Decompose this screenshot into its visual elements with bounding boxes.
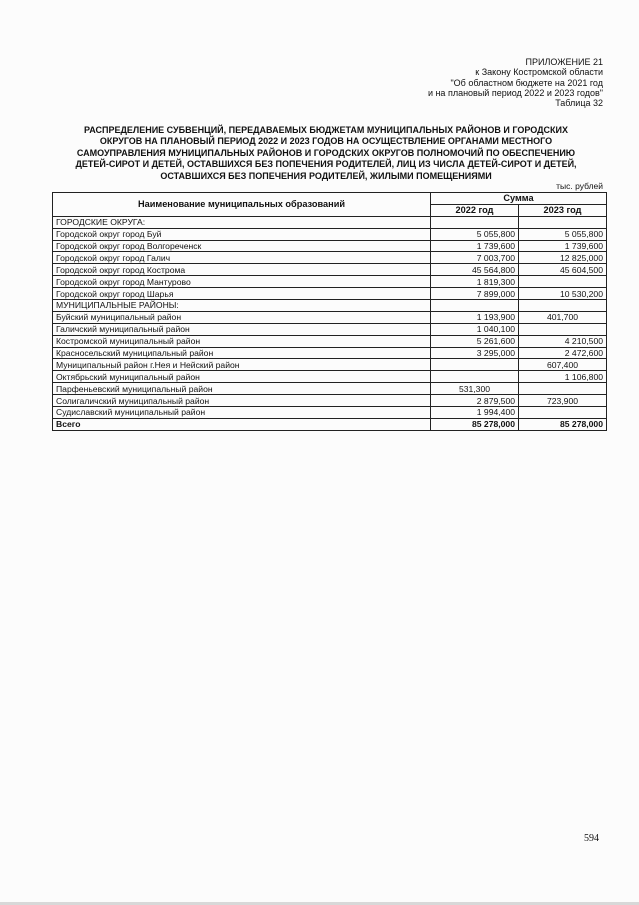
units-label: тыс. рублей	[556, 181, 603, 191]
cell-municipality: Судиславский муниципальный район	[53, 407, 431, 419]
title-line: РАСПРЕДЕЛЕНИЕ СУБВЕНЦИЙ, ПЕРЕДАВАЕМЫХ БЮДЖЕТАМ МУНИЦИПАЛЬНЫХ РАЙОНОВ И ГОРОДСКИХ	[84, 125, 568, 135]
title-line: ОКРУГОВ НА ПЛАНОВЫЙ ПЕРИОД 2022 И 2023 ГОДОВ НА ОСУЩЕСТВЛЕНИЕ ОРГАНАМИ МЕСТНОГО	[99, 136, 553, 147]
cell-2022	[431, 216, 519, 228]
cell-2023: 10 530,200	[519, 288, 607, 300]
column-header-2022: 2022 год	[431, 204, 519, 216]
table-row	[53, 335, 607, 347]
appendix-line: ПРИЛОЖЕНИЕ 21	[525, 57, 603, 67]
table-row	[53, 323, 607, 335]
cell-2023: 12 825,000	[519, 252, 607, 264]
page-number: 594	[584, 833, 599, 844]
cell-municipality: Городской округ город Галич	[53, 252, 431, 264]
table-row	[53, 395, 607, 407]
document-title	[56, 125, 596, 182]
table-row	[53, 407, 607, 419]
cell-2022: 1 193,900	[431, 311, 519, 323]
cell-2022: 5 055,800	[431, 228, 519, 240]
column-header-name: Наименование муниципальных образований	[53, 193, 431, 217]
cell-2023: 5 055,800	[519, 228, 607, 240]
table-row	[53, 383, 607, 395]
table-row	[53, 276, 607, 288]
table-row	[53, 216, 607, 228]
cell-2022: 7 899,000	[431, 288, 519, 300]
table-row	[53, 240, 607, 252]
cell-2022	[431, 300, 519, 312]
cell-2023: 1 739,600	[519, 240, 607, 252]
cell-municipality: Солигаличский муниципальный район	[53, 395, 431, 407]
title-line: САМОУПРАВЛЕНИЯ МУНИЦИПАЛЬНЫХ РАЙОНОВ И ГОРОДСКИХ ОКРУГОВ ПОЛНОМОЧИЙ ПО ОБЕСПЕЧЕНИЮ	[76, 147, 576, 158]
cell-municipality: Парфеньевский муниципальный район	[53, 383, 431, 395]
cell-municipality: Городской округ город Буй	[53, 228, 431, 240]
cell-municipality: Городской округ город Шарья	[53, 288, 431, 300]
cell-2023: 1 106,800	[519, 371, 607, 383]
cell-2023: 723,900	[519, 395, 607, 407]
cell-municipality: Городской округ город Кострома	[53, 264, 431, 276]
appendix-line: "Об областном бюджете на 2021 год	[450, 77, 603, 88]
table-body	[53, 216, 607, 430]
cell-municipality: Муниципальный район г.Нея и Нейский район	[53, 359, 431, 371]
appendix-line: к Закону Костромской области	[475, 67, 603, 78]
table-row	[53, 288, 607, 300]
cell-2023	[519, 300, 607, 312]
cell-2023: 401,700	[519, 311, 607, 323]
cell-municipality: Октябрьский муниципальный район	[53, 371, 431, 383]
table-row	[53, 347, 607, 359]
appendix-line: и на плановый период 2022 и 2023 годов"	[427, 87, 603, 98]
cell-2023: 2 472,600	[519, 347, 607, 359]
cell-2023	[519, 383, 607, 395]
cell-2022	[431, 371, 519, 383]
table-row	[53, 264, 607, 276]
cell-municipality: Костромской муниципальный район	[53, 335, 431, 347]
cell-2023: 45 604,500	[519, 264, 607, 276]
table-row	[53, 228, 607, 240]
table-row	[53, 311, 607, 323]
cell-municipality: Всего	[53, 418, 431, 430]
cell-2022: 3 295,000	[431, 347, 519, 359]
appendix-header	[428, 57, 603, 108]
subsidy-table	[52, 192, 607, 431]
cell-2022: 2 879,500	[431, 395, 519, 407]
cell-2023: 85 278,000	[519, 418, 607, 430]
table-row-total	[53, 418, 607, 430]
cell-2022: 1 739,600	[431, 240, 519, 252]
cell-2022: 531,300	[431, 383, 519, 395]
cell-2022: 1 819,300	[431, 276, 519, 288]
cell-2023: 607,400	[519, 359, 607, 371]
cell-2022: 45 564,800	[431, 264, 519, 276]
cell-2022: 7 003,700	[431, 252, 519, 264]
cell-2023	[519, 323, 607, 335]
title-line: ОСТАВШИХСЯ БЕЗ ПОПЕЧЕНИЯ РОДИТЕЛЕЙ, ЖИЛЫМИ ПОМЕЩЕНИЯМИ	[160, 170, 492, 181]
cell-2022	[431, 359, 519, 371]
cell-2022: 5 261,600	[431, 335, 519, 347]
cell-municipality: Красносельский муниципальный район	[53, 347, 431, 359]
table-row	[53, 300, 607, 312]
column-header-2023: 2023 год	[519, 204, 607, 216]
cell-municipality: МУНИЦИПАЛЬНЫЕ РАЙОНЫ:	[53, 300, 431, 312]
cell-2023: 4 210,500	[519, 335, 607, 347]
cell-2023	[519, 216, 607, 228]
table-row	[53, 359, 607, 371]
cell-2022: 85 278,000	[431, 418, 519, 430]
table-row	[53, 371, 607, 383]
appendix-line: Таблица 32	[555, 98, 603, 109]
column-header-sum: Сумма	[431, 193, 607, 205]
cell-2022: 1 994,400	[431, 407, 519, 419]
cell-municipality: Галичский муниципальный район	[53, 323, 431, 335]
table-row	[53, 252, 607, 264]
cell-municipality: ГОРОДСКИЕ ОКРУГА:	[53, 216, 431, 228]
cell-2023	[519, 407, 607, 419]
cell-2022: 1 040,100	[431, 323, 519, 335]
cell-2023	[519, 276, 607, 288]
cell-municipality: Городской округ город Волгореченск	[53, 240, 431, 252]
cell-municipality: Городской округ город Мантурово	[53, 276, 431, 288]
title-line: ДЕТЕЙ-СИРОТ И ДЕТЕЙ, ОСТАВШИХСЯ БЕЗ ПОПЕЧЕНИЯ РОДИТЕЛЕЙ, ЛИЦ ИЗ ЧИСЛА ДЕТЕЙ-СИРОТ И ДЕТЕЙ,	[75, 159, 577, 170]
cell-municipality: Буйский муниципальный район	[53, 311, 431, 323]
